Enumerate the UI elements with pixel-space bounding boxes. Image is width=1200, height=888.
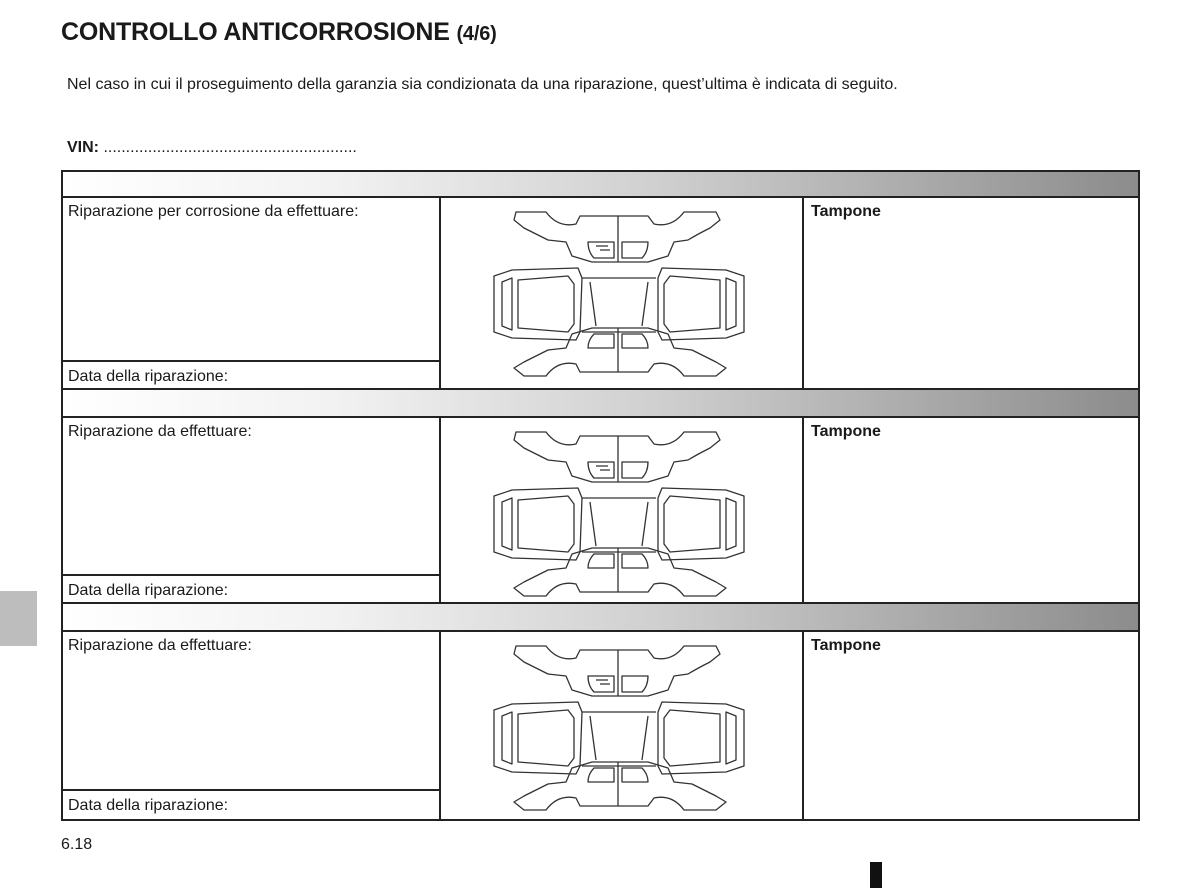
repair-date-label: Data della riparazione: bbox=[68, 368, 229, 385]
section-header-band bbox=[63, 602, 1138, 632]
corrosion-repair-form bbox=[61, 170, 1140, 821]
page-title-suffix: (4/6) bbox=[456, 23, 497, 45]
car-body-outline-icon bbox=[488, 428, 750, 598]
repair-description-cell bbox=[63, 418, 441, 604]
intro-paragraph: Nel caso in cui il proseguimento della garanzia sia condizionata da una riparazione, quest’ultima è indicata di seguito. bbox=[67, 76, 898, 93]
vin-field bbox=[67, 139, 357, 157]
repair-section-2 bbox=[63, 418, 1138, 604]
car-diagram-cell bbox=[441, 632, 804, 819]
repair-section-1 bbox=[63, 198, 1138, 390]
car-diagram-cell bbox=[441, 418, 804, 604]
repair-date-row bbox=[63, 574, 439, 604]
stamp-cell bbox=[804, 418, 1138, 604]
repair-date-label: Data della riparazione: bbox=[68, 582, 229, 599]
repair-date-label: Data della riparazione: bbox=[68, 797, 229, 814]
repair-section-3 bbox=[63, 632, 1138, 819]
vin-label: VIN: bbox=[67, 139, 99, 156]
vin-dotted-line: ......................................................... bbox=[103, 139, 357, 156]
repair-label: Riparazione da effettuare: bbox=[68, 423, 252, 440]
repair-date-row bbox=[63, 360, 439, 390]
page-title bbox=[61, 18, 497, 47]
car-body-outline-icon bbox=[488, 208, 750, 378]
page-number: 6.18 bbox=[61, 836, 93, 853]
page-edge-mark bbox=[870, 862, 882, 888]
repair-label: Riparazione da effettuare: bbox=[68, 637, 252, 654]
stamp-cell bbox=[804, 198, 1138, 390]
section-header-band bbox=[63, 172, 1138, 198]
stamp-cell bbox=[804, 632, 1138, 819]
stamp-label: Tampone bbox=[811, 203, 881, 220]
repair-date-row bbox=[63, 789, 439, 819]
car-diagram-cell bbox=[441, 198, 804, 390]
car-body-outline-icon bbox=[488, 642, 750, 812]
repair-description-cell bbox=[63, 632, 441, 819]
stamp-label: Tampone bbox=[811, 423, 881, 440]
section-header-band bbox=[63, 388, 1138, 418]
stamp-label: Tampone bbox=[811, 637, 881, 654]
repair-label: Riparazione per corrosione da effettuare: bbox=[68, 203, 359, 220]
chapter-side-tab bbox=[0, 591, 37, 646]
page-title-text: CONTROLLO ANTICORROSIONE bbox=[61, 18, 450, 46]
repair-description-cell bbox=[63, 198, 441, 390]
